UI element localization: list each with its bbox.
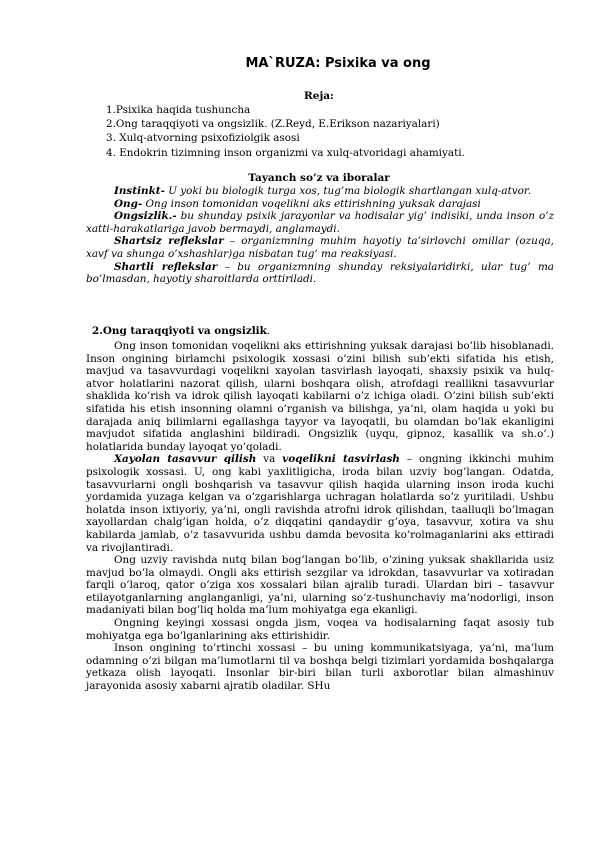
plan-item: 1.Psixika haqida tushuncha <box>106 104 251 116</box>
body-paragraph: Ong inson tomonidan voqelikni aks ettirishning yuksak darajasi bo’lib hisoblanadi. Inson ongining birlamchi psixologik xossasi o’zini bilish sub’ekti sifatida his etish, mavjud va tasavvurdagi voqelikni xayolan tasvirlash layoqati, shaxsiy psixik va hulq-atvor holatlarini nazorat qilish, ularni boshqara olish, atrofdagi reallikni tasavvurlar shaklida ko’rish va idrok qilish layoqati kabilarni o’z ichiga oladi. O’zini bilish sub’ekti sifatida his etish insonning olamni o’rganish va bilishga, ya’ni, olam haqida u yoki bu darajada aniq bilimlarni egallashga tayyor va layoqatli, bu olamdan bo’lak ekanligini mavjudot sifatida anglashini bildiradi. Ongsizlik (uyqu, gipnoz, kasallik va sh.o’.) holatlarida bunday layoqat yo’qoladi. <box>86 340 554 453</box>
terms-heading: Tayanch so’z va iboralar <box>248 172 390 184</box>
section-heading-dot: . <box>266 325 271 337</box>
term-name: Ongsizlik.- <box>114 210 177 223</box>
term-entry <box>86 261 554 286</box>
page-title: MA`RUZA: Psixika va ong <box>245 56 431 71</box>
emphasis-term: voqelikni tasvirlash <box>282 453 400 466</box>
term-name: Instinkt- <box>114 185 165 197</box>
body-paragraph: Ong uzviy ravishda nutq bilan bog’langan bo’lib, o’zining yuksak shakllarida usiz mavjud bo’la olmaydi. Ongli aks ettirish sezgilar va idrokdan, tasavvurlar va xotiradan farqli o’laroq, qator o’ziga xos xossalari bilan ajralib turadi. Ulardan biri – tasavvur etilayotganlarning anglanganligi, ya’ni, ularning so’z-tushunchaviy ma’nodorligi, inson madaniyati bilan bog’liq holda ma’lum mohiyatga ega ekanligi. <box>86 554 554 617</box>
emphasis-term: Xayolan tasavvur qilish <box>114 453 257 466</box>
body-text-span: va <box>256 453 283 466</box>
term-definition: bu shunday psixik jarayonlar va hodisalar yig’ indisiki, unda inson o’z xatti-harakatlariga javob bermaydi, anglamaydi. <box>86 210 554 235</box>
term-definition: Ong inson tomonidan voqelikni aks ettirishning yuksak darajasi <box>142 197 481 210</box>
plan-heading: Reja: <box>304 90 334 102</box>
plan-list <box>106 104 546 161</box>
body-paragraph: Inson ongining to’rtinchi xossasi – bu uning kommunikatsiyaga, ya’ni, ma’lum odamning o’zi bilgan ma’lumotlarni til va boshqa belgi tizimlari yordamida boshqalarga yetkaza olish layoqati. Insonlar bir-biri bilan turli axborotlar bilan almashinuv jarayonida asosiy xabarni ajratib oladilar. SHu <box>86 642 554 693</box>
body-text <box>86 340 554 693</box>
body-paragraph <box>86 453 554 554</box>
term-definition: – organizmning muhim hayotiy ta’sirlovchi omillar (ozuqa, xavf va shunga o’xshashlar)ga nisbatan tug’ ma reaksiyasi. <box>86 235 554 260</box>
body-paragraph: Ongning keyingi xossasi ongda jism, voqea va hodisalarning faqat asosiy tub mohiyatga ega bo’lganlarining aks ettirishidir. <box>86 617 554 642</box>
term-entry <box>86 210 554 235</box>
body-text-span: – ongning ikkinchi muhim psixologik xossasi. U, ong kabi yaxlitligicha, iroda bilan uzviy bog’langan. Odatda, tasavvurlarni ongli boshqarish va tasavvur qilish haqida ularning inson iroda kuchi yordamida yuzaga kelgan va o’zgarishlarga uchragan holatlarda so’z yuritiladi. Ushbu holatda inson ixtiyoriy, ya’ni, ongli ravishda atrofni idrok qilishdan, taalluqli bo’lmagan xayollardan chalg’igan holda, o’z diqqatini qandaydir g’oya, tasavvur, xotira va shu kabilarda jamlab, o’z tasavvurida ushbu damda bevosita ko’rolmaganlarini aks ettiradi va rivojlantiradi. <box>86 453 555 554</box>
term-name: Shartsiz reflekslar <box>114 235 224 248</box>
term-definition: – bu organizmning shunday reksiyalaridirki, ular tug’ ma bo’lmasdan, hayotiy sharoitlarda orttiriladi. <box>86 260 554 286</box>
term-name: Ong- <box>114 197 143 210</box>
plan-item: 4. Endokrin tizimning inson organizmi va xulq-atvoridagi ahamiyati. <box>106 146 465 159</box>
term-name: Shartli reflekslar <box>114 260 218 273</box>
term-entry <box>86 235 554 260</box>
section-heading-text: 2.Ong taraqqiyoti va ongsizlik <box>92 325 267 337</box>
plan-item: 2.Ong taraqqiyoti va ongsizlik. (Z.Reyd, E.Erikson nazariyalari) <box>106 118 440 131</box>
terms-list <box>86 185 554 286</box>
term-entry <box>86 198 554 211</box>
plan-item: 3. Xulq-atvorning psixofiziolgik asosi <box>106 132 300 145</box>
section-heading <box>92 325 560 338</box>
term-definition: U yoki bu biologik turga xos, tug’ma biologik shartlangan xulq-atvor. <box>164 185 531 197</box>
term-entry <box>86 185 554 198</box>
